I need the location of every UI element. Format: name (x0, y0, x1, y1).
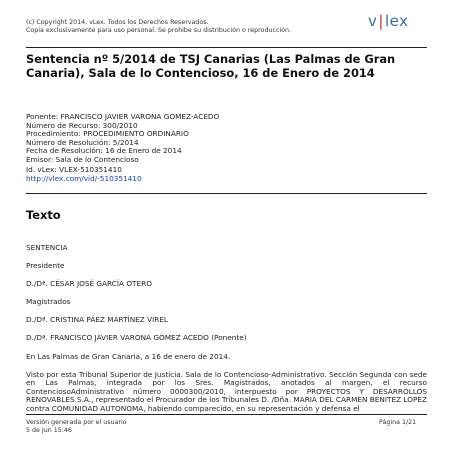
paragraph: D./Dª. FRANCISCO JAVIER VARONA GÓMEZ ACEDO (Ponente) (26, 333, 247, 343)
vlex-logo: v|lex (368, 12, 409, 30)
document-ids (26, 166, 142, 183)
footer-generated: Versión generada por el usuario 5 de Jun 15:46 (26, 419, 127, 434)
section-divider (26, 193, 427, 194)
page-number: Página 1/21 (379, 419, 417, 426)
section-heading: Texto (26, 208, 61, 222)
paragraph: Presidente (26, 261, 65, 271)
document-url-link[interactable]: http://vlex.com/vid/-510351410 (26, 173, 142, 183)
paragraph: Visto por esta Tribunal Superior de Justicia. Sala de lo Contencioso-Administrativo. Sección Segunda con sede en Las Palmas, integrada por los Sres. Magistrados, anotados al margen, el recurso ContenciosoAdministrativo número 0000300/2010, interpuesto por PROYECTOS Y DESARROLLOS RENOVABLES S.A., representado el Procurador de los Tribunales D. /Dña. MARIA DEL CARMEN BENITEZ LOPEZ contra COMUNIDAD AUTONOMA, habiendo comparecido, en su representación y defensa el (26, 369, 427, 414)
paragraph: En Las Palmas de Gran Canaria, a 16 de enero de 2014. (26, 351, 231, 361)
document-metadata (26, 113, 219, 165)
meta-recurso: Número de Recurso: 300/2010 (26, 120, 138, 130)
copyright-line: (c) Copyright 2014, vLex. Todos los Derechos Reservados. (26, 19, 209, 26)
paragraph: D./Dª. CRISTINA PÁEZ MARTÍNEZ VIREL (26, 315, 168, 325)
meta-resolucion: Número de Resolución: 5/2014 (26, 137, 139, 147)
document-title: Sentencia nº 5/2014 de TSJ Canarias (Las Palmas de Gran Canaria), Sala de lo Contencioso, 16 de Enero de 2014 (26, 52, 396, 80)
vlex-id: Id. vLex: VLEX-510351410 (26, 165, 122, 174)
paragraph: SENTENCIA (26, 243, 68, 252)
paragraph: D./Dª. CÉSAR JOSÉ GARCÍA OTERO (26, 279, 152, 289)
document-body (26, 244, 427, 423)
header-divider (26, 47, 427, 48)
meta-emisor: Emisor: Sala de lo Contencioso (26, 154, 139, 164)
footer-divider (26, 414, 427, 415)
copyright-line: Copia exclusivamente para uso personal. Se prohibe su distribución o reproducción. (26, 27, 291, 34)
meta-ponente: Ponente: FRANCISCO JAVIER VARONA GOMEZ-ACEDO (26, 112, 220, 121)
paragraph: Magistrados (26, 297, 71, 307)
copyright-notice (26, 19, 291, 35)
meta-fecha: Fecha de Resolución: 16 de Enero de 2014 (26, 146, 182, 156)
meta-procedimiento: Procedimiento: PROCEDIMIENTO ORDINARIO (26, 129, 189, 139)
